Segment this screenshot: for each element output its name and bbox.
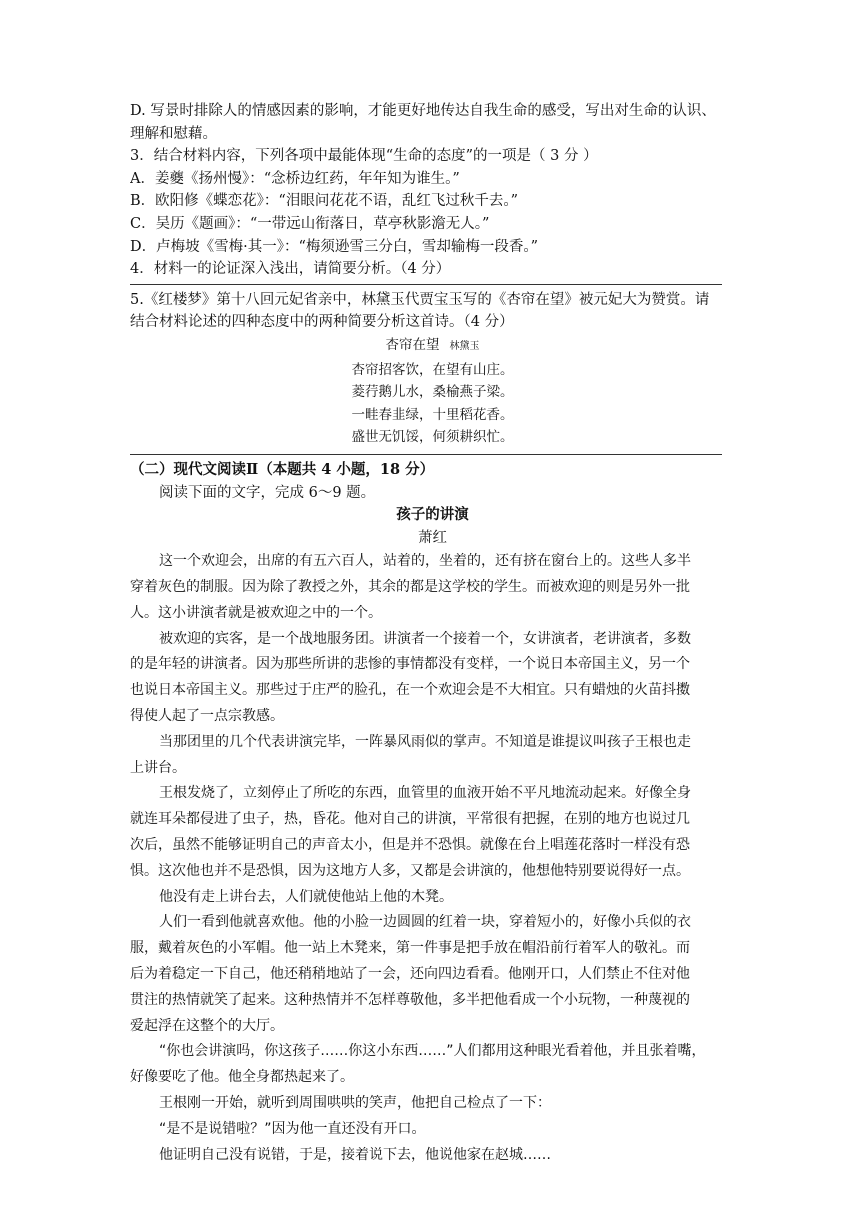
story-body: [130, 549, 735, 1168]
story-line: “是不是说错啦？”因为他一直还没有开口。: [159, 1120, 426, 1137]
q5-stem-line2: 结合材料论述的四种态度中的两种简要分析这首诗。（4 分）: [130, 314, 514, 331]
story-line: 他证明自己没有说错，于是，接着说下去，他说他家在赵城……: [159, 1146, 551, 1163]
q3-option-a: A．姜夔《扬州慢》：“念桥边红药，年年知为谁生。”: [130, 170, 460, 187]
q3-option-c: C．吴历《题画》：“一带远山衔落日，草亭秋影澹无人。”: [130, 215, 490, 232]
story-line: 爱起浮在这整个的大厅。: [130, 1017, 284, 1034]
story-line: 当那团里的几个代表讲演完毕，一阵暴风雨似的掌声。不知道是谁提议叫孩子王根也走: [159, 733, 691, 750]
q3-option-d: D．卢梅坡《雪梅·其一》：“梅须逊雪三分白，雪却输梅一段香。”: [130, 238, 539, 255]
story-line: 也说日本帝国主义。那些过于庄严的脸孔，在一个欢迎会是不大相宜。只有蜡烛的火苗抖擞: [130, 682, 690, 699]
story-line: 得使人起了一点宗教感。: [130, 708, 284, 725]
q2-option-d-line2: 理解和慰藉。: [130, 125, 217, 142]
story-line: 这一个欢迎会，出席的有五六百人，站着的，坐着的，还有挤在窗台上的。这些人多半: [159, 553, 691, 570]
poem-title: 杏帘在望: [385, 336, 440, 353]
story-line: 好像要吃了他。他全身都热起来了。: [130, 1069, 354, 1086]
answer-line-divider: [130, 284, 722, 285]
story-line: 他没有走上讲台去，人们就使他站上他的木凳。: [159, 888, 453, 905]
story-line: 的是年轻的讲演者。因为那些所讲的悲惨的事情都没有变样，一个说日本帝国主义，另一个: [130, 656, 690, 673]
poem-line: 菱荇鹅儿水，桑榆燕子梁。: [351, 384, 514, 401]
story-line: 被欢迎的宾客，是一个战地服务团。讲演者一个接着一个，女讲演者，老讲演者，多数: [159, 630, 691, 647]
poem-line: 一畦春韭绿，十里稻花香。: [351, 406, 514, 423]
exam-page: [130, 100, 735, 1168]
reading-instruction: 阅读下面的文字，完成 6～9 题。: [159, 484, 376, 501]
poem-heading: [130, 334, 735, 359]
answer-line-divider: [130, 454, 722, 455]
q3-option-b: B．欧阳修《蝶恋花》：“泪眼问花花不语，乱红飞过秋千去。”: [130, 193, 518, 210]
story-line: 王根发烧了，立刻停止了所吃的东西，血管里的血液开始不平凡地流动起来。好像全身: [159, 785, 691, 802]
story-line: 王根刚一开始，就听到周围哄哄的笑声，他把自己检点了一下：: [159, 1095, 551, 1112]
story-line: 人。这小讲演者就是被欢迎之中的一个。: [130, 604, 382, 621]
story-line: 就连耳朵都侵进了虫子，热，昏花。他对自己的讲演，平常很有把握，在别的地方也说过几: [130, 811, 690, 828]
story-line: “你也会讲演吗，你这孩子……你这小东西……”人们都用这种眼光看着他，并且张着嘴，: [159, 1043, 706, 1060]
q3-stem: 3．结合材料内容，下列各项中最能体现“生命的态度”的一项是（ 3 分 ）: [130, 148, 598, 165]
story-line: 贯注的热情就笑了起来。这种热情并不怎样尊敬他，多半把他看成一个小玩物，一种蔑视的: [130, 991, 690, 1008]
q2-option-d-line1: D. 写景时排除人的情感因素的影响，才能更好地传达自我生命的感受，写出对生命的认识、: [130, 103, 716, 119]
story-author: 萧红: [418, 529, 447, 546]
story-line: 次后，虽然不能够证明自己的声音太小，但是并不恐惧。就像在台上唱莲花落时一样没有恐: [130, 837, 690, 854]
q5-stem-line1: 5.《红楼梦》第十八回元妃省亲中，林黛玉代贾宝玉写的《杏帘在望》被元妃大为赞赏。请: [130, 291, 710, 308]
poem-line: 盛世无饥馁，何须耕织忙。: [351, 429, 514, 446]
section-heading: （二）现代文阅读Ⅱ（本题共 4 小题，18 分）: [130, 460, 435, 478]
story-line: 后为着稳定一下自己，他还稍稍地站了一会，还向四边看看。他刚开口，人们禁止不住对他: [130, 966, 690, 983]
q4-stem: 4．材料一的论证深入浅出，请简要分析。（4 分）: [130, 261, 451, 278]
story-line: 上讲台。: [130, 759, 186, 776]
story-line: 穿着灰色的制服。因为除了教授之外，其余的都是这学校的学生。而被欢迎的则是另外一批: [130, 579, 690, 596]
poem-author: 林黛玉: [449, 340, 480, 352]
poem-block: [130, 334, 735, 449]
poem-line: 杏帘招客饮，在望有山庄。: [351, 361, 514, 378]
story-line: 服，戴着灰色的小军帽。他一站上木凳来，第一件事是把手放在帽沿前行着军人的敬礼。而: [130, 940, 690, 957]
story-line: 人们一看到他就喜欢他。他的小脸一边圆圆的红着一块，穿着短小的，好像小兵似的衣: [159, 914, 691, 931]
story-line: 惧。这次他也并不是恐惧，因为这地方人多，又都是会讲演的，他想他特别要说得好一点。: [130, 862, 690, 879]
story-title: 孩子的讲演: [396, 506, 469, 524]
